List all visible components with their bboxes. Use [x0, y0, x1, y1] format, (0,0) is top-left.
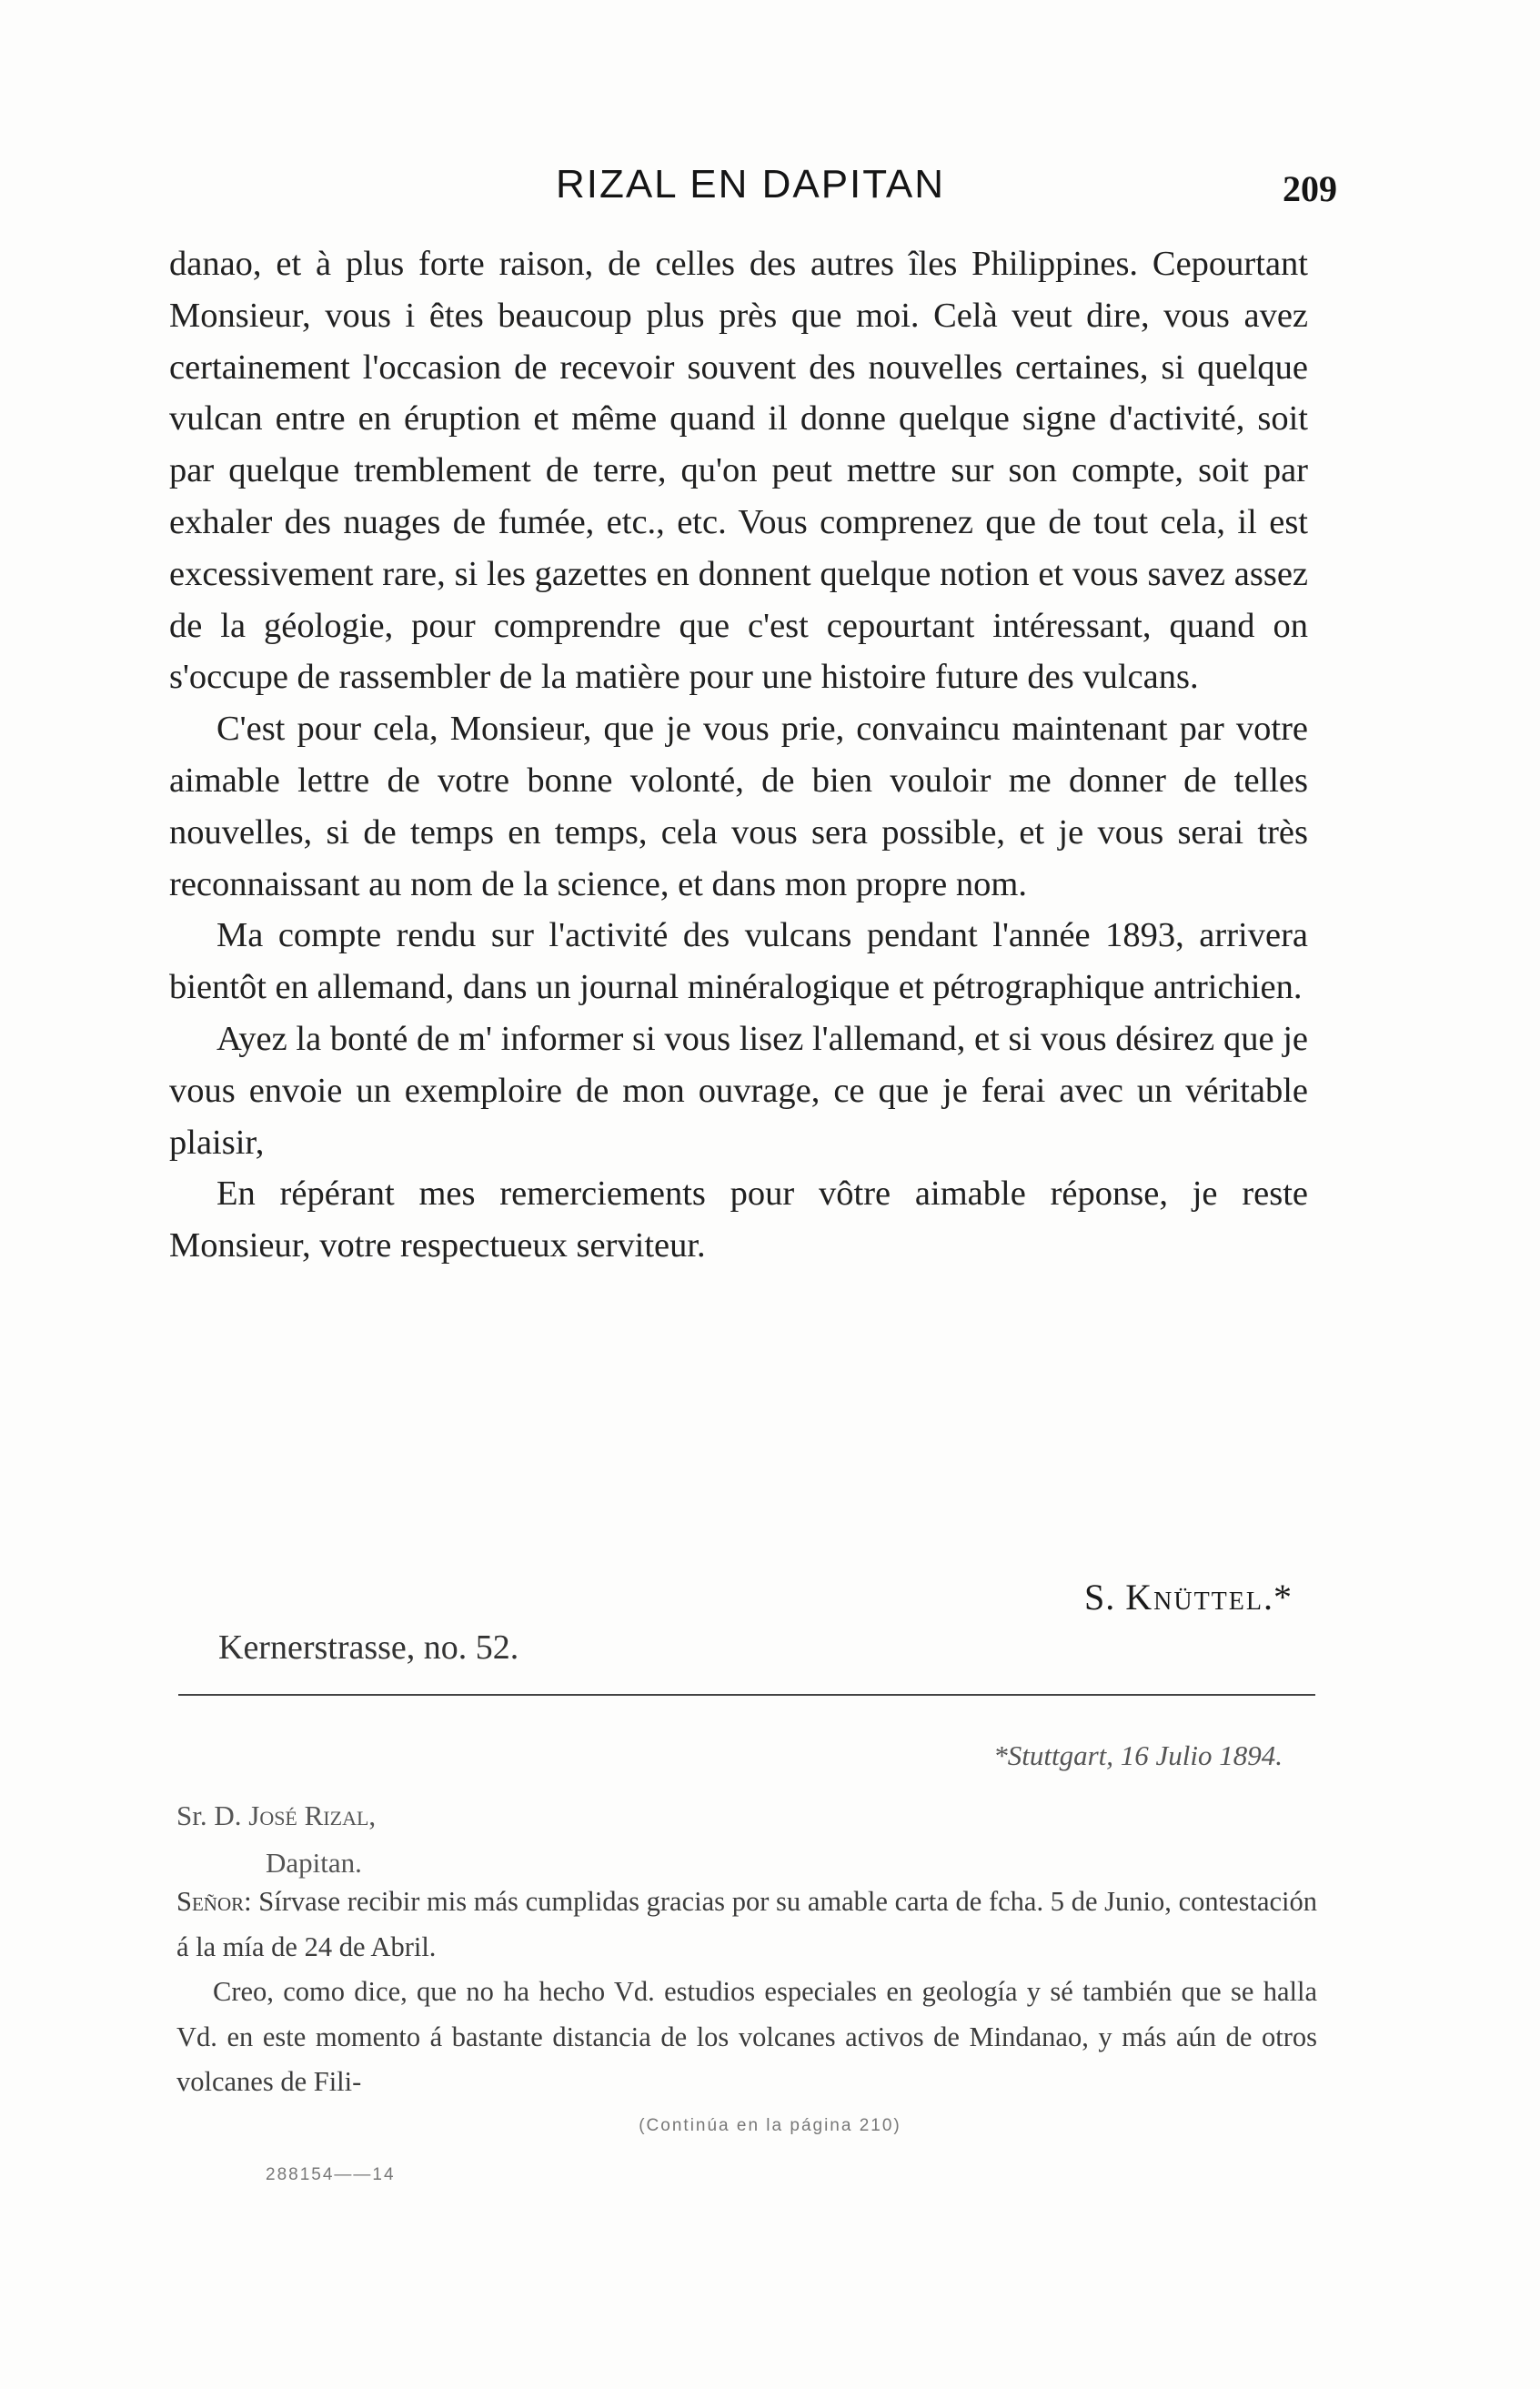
letter-paragraph: C'est pour cela, Monsieur, que je vous prie, convaincu maintenant par votre aimable lettre de votre bonne volonté, de bien vouloir me donner de telles nouvelles, si de temps en temps, cela vous sera possible, et je vous serai très reconnaissant au nom de la science, et dans mon propre nom. [169, 710, 1308, 903]
sender-address: Kernerstrasse, no. 52. [218, 1628, 519, 1667]
footnote-salutation: Señor: [176, 1886, 252, 1917]
footnote-paragraph: Creo, como dice, que no ha hecho Vd. estudios especiales en geología y sé también que se halla Vd. en este momento á bastante distancia de los volcanes activos de Mindanao, y más aún de otros volcanes de Fili- [176, 1976, 1317, 2097]
footnote-paragraph [176, 1880, 1317, 1970]
letter-paragraph: Ma compte rendu sur l'activité des vulcans pendant l'année 1893, arrivera bientôt en allemand, dans un journal minéralogique et pétrographique antrichien. [169, 916, 1308, 1007]
signature-footnote-mark: .* [1263, 1577, 1293, 1618]
recipient-line-2: Dapitan. [266, 1847, 362, 1879]
footnote-date: *Stuttgart, 16 Julio 1894. [993, 1739, 1283, 1771]
running-title: RIZAL EN DAPITAN [555, 162, 946, 207]
letter-paragraph: Ayez la bonté de m' informer si vous lisez l'allemand, et si vous désirez que je vous envoie un exemploire de mon ouvrage, ce que je ferai avec un véritable plaisir, [169, 1019, 1308, 1162]
signature-surname: Knüttel [1125, 1577, 1263, 1618]
footnote-paragraph-text: Sírvase recibir mis más cumplidas gracias por su amable carta de fcha. 5 de Junio, contestación á la mía de 24 de Abril. [176, 1886, 1318, 1962]
page-header [164, 162, 1337, 217]
continuation-note: (Continúa en la página 210) [639, 2116, 901, 2135]
page-number: 209 [1283, 168, 1337, 209]
letter-paragraph: danao, et à plus forte raison, de celles des autres îles Philippines. Cepourtant Monsieur, vous i êtes beaucoup plus près que moi. Celà veut dire, vous avez certainement l'occasion de recevoir souvent des nouvelles certaines, si quelque vulcan entre en éruption et même quand il donne quelque signe d'activité, soit par quelque tremblement de terre, qu'on peut mettre sur son compte, soit par exhaler des nuages de fumée, etc., etc. Vous comprenez que de tout cela, il est excessivement rare, si les gazettes en donnent quelque notion et vous savez assez de la géologie, pour comprendre que c'est cepourtant intéressant, quand on s'occupe de rassembler de la matière pour une histoire future des vulcans. [169, 245, 1308, 697]
footnote-recipient [176, 1792, 376, 1887]
recipient-title: Sr. D. [176, 1799, 242, 1831]
footnote-text [176, 1880, 1317, 2105]
letter-body [169, 238, 1308, 1272]
recipient-name: José Rizal, [248, 1799, 377, 1831]
recipient-line-1 [176, 1792, 376, 1840]
letter-paragraph: En répérant mes remerciements pour vôtre aimable réponse, je reste Monsieur, votre respectueux serviteur. [169, 1174, 1308, 1265]
printer-code: 288154——14 [266, 2165, 396, 2184]
footnote-divider [178, 1694, 1315, 1696]
signature-initial: S. [1084, 1577, 1116, 1618]
signature [1084, 1576, 1293, 1618]
